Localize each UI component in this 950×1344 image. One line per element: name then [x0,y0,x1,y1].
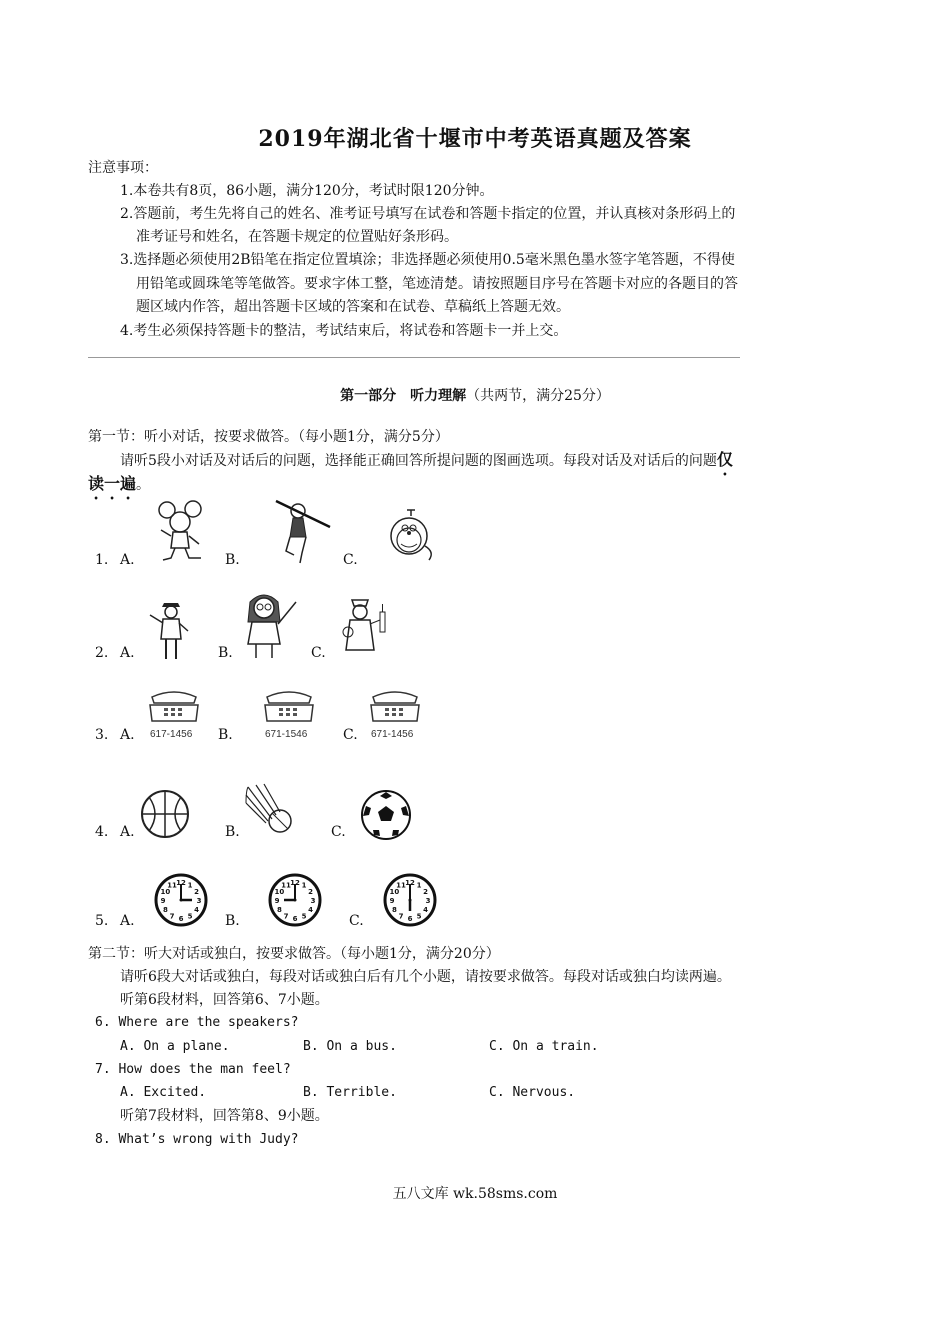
answer-option: B. Terrible. [303,1085,397,1100]
question-text: 6. Where are the speakers? [95,1015,299,1030]
section-one-instruction-cont [88,474,150,503]
option-label: A. [120,727,135,743]
basketball-icon [139,788,191,840]
clock-numeral: 6 [407,915,413,923]
clock-numeral: 11 [396,881,406,890]
clock-icon [267,872,323,928]
telephone-icon [261,689,317,725]
page-title: 2019年湖北省十堰市中考英语真题及答案 [258,126,692,152]
clock-numeral: 2 [194,888,200,896]
notes-item: 准考证号和姓名，在答题卡规定的位置贴好条形码。 [136,229,458,245]
clock-center [294,899,297,902]
clock-numeral: 10 [389,888,400,896]
clock-numeral: 2 [308,888,314,896]
clock-numeral: 12 [405,879,415,887]
clock-center [180,899,183,902]
clock-numeral: 4 [308,906,314,914]
divider [88,357,740,358]
option-label: A. [120,645,135,661]
option-label: C. [343,727,358,743]
clock-numeral: 2 [423,888,429,896]
option-label: A. [120,552,135,568]
option-label: B. [225,824,240,840]
section-two-heading: 第二节：听大对话或独白，按要求做答。（每小题1分，满分20分） [88,946,500,962]
instruction-emphasis: 读一遍 [88,474,137,493]
option-label: B. [225,552,240,568]
clock-numeral: 7 [169,912,175,921]
clock-numeral: 9 [160,897,166,905]
notes-item: 2.答题前，考生先将自己的姓名、准考证号填写在试卷和答题卡指定的位置，并认真核对条形码上的 [120,206,736,222]
clock-numeral: 4 [194,906,200,914]
clock-numeral: 1 [416,881,422,890]
part-one-title [0,385,950,405]
clock-numeral: 5 [301,912,307,921]
phone-number-label: 671-1456 [371,729,414,740]
clock-icon [382,872,438,928]
clock-numeral: 1 [187,881,193,890]
monkey-king-icon [272,497,334,567]
clock-numeral: 10 [160,888,171,896]
material-intro: 听第7段材料，回答第8、9小题。 [120,1108,329,1124]
answer-option: B. On a bus. [303,1039,397,1054]
clock-numeral: 9 [389,897,395,905]
clock-numeral: 12 [176,879,186,887]
notes-item: 用铅笔或圆珠笔等笔做答。要求字体工整，笔迹清楚。请按照题目序号在答题卡对应的各题目的答 [136,276,738,292]
instruction-emphasis: 仅 [716,450,733,469]
question-number: 5. [95,913,109,929]
material-intro: 听第6段材料，回答第6、7小题。 [120,992,329,1008]
part-one-title-rest: （共两节，满分25分） [466,388,610,404]
option-label: A. [120,913,135,929]
clock-numeral: 7 [398,912,404,921]
clock-numeral: 11 [167,881,177,890]
notes-item: 3.选择题必须使用2B铅笔在指定位置填涂；非选择题必须使用0.5毫米黑色墨水签字笔答题，不得使 [120,252,735,268]
clock-numeral: 9 [274,897,280,905]
option-label: B. [225,913,240,929]
clock-numeral: 6 [178,915,184,923]
nurse-icon [338,592,393,660]
question-text: 7. How does the man feel? [95,1062,291,1077]
option-label: B. [218,727,233,743]
question-number: 2. [95,645,109,661]
question-number: 3. [95,727,109,743]
clock-numeral: 1 [301,881,307,890]
clock-numeral: 8 [162,906,168,914]
option-label: B. [218,645,233,661]
clock-numeral: 5 [187,912,193,921]
option-label: C. [343,552,358,568]
option-label: C. [349,913,364,929]
clock-numeral: 11 [281,881,291,890]
clock-numeral: 6 [292,915,298,923]
question-text: 8. What’s wrong with Judy? [95,1132,299,1147]
mickey-mouse-icon [155,500,210,565]
phone-number-label: 617-1456 [150,729,193,740]
option-label: A. [120,824,135,840]
doraemon-icon [383,508,438,566]
part-one-title-bold: 第一部分 听力理解 [340,388,467,404]
police-officer-icon [148,597,193,662]
teacher-icon [238,588,300,660]
option-label: C. [331,824,346,840]
telephone-icon [146,689,202,725]
question-number: 1. [95,552,109,568]
notes-item: 4.考生必须保持答题卡的整洁，考试结束后，将试卷和答题卡一并上交。 [120,323,568,339]
answer-option: A. Excited. [120,1085,207,1100]
clock-center [409,899,412,902]
notes-item: 1.本卷共有8页，86小题，满分120分，考试时限120分钟。 [120,183,494,199]
clock-numeral: 12 [290,879,300,887]
answer-option: C. On a train. [489,1039,599,1054]
clock-numeral: 7 [283,912,289,921]
soccer-ball-icon [359,788,413,842]
clock-numeral: 3 [425,897,431,905]
footer-watermark: 五八文库 wk.58sms.com [392,1186,558,1202]
clock-numeral: 3 [196,897,202,905]
option-label: C. [311,645,326,661]
section-one-heading: 第一节：听小对话，按要求做答。（每小题1分，满分5分） [88,429,449,445]
answer-option: A. On a plane. [120,1039,230,1054]
shuttlecock-icon [242,781,298,837]
question-number: 4. [95,824,109,840]
clock-icon [153,872,209,928]
clock-numeral: 8 [276,906,282,914]
clock-numeral: 10 [274,888,285,896]
telephone-icon [367,689,423,725]
answer-option: C. Nervous. [489,1085,576,1100]
notes-heading: 注意事项： [88,160,158,176]
instruction-text: 。 [136,477,151,493]
phone-number-label: 671-1546 [265,729,308,740]
notes-item: 题区域内作答，超出答题卡区域的答案和在试卷、草稿纸上答题无效。 [136,299,570,315]
section-two-instruction: 请听6段大对话或独白，每段对话或独白后有几个小题，请按要求做答。每段对话或独白均读两遍。 [120,969,731,985]
instruction-text: 请听5段小对话及对话后的问题，选择能正确回答所提问题的图画选项。每段对话及对话后的问题 [120,453,717,469]
section-one-instruction [120,450,733,479]
clock-numeral: 5 [416,912,422,921]
clock-numeral: 4 [423,906,429,914]
clock-numeral: 3 [310,897,316,905]
clock-numeral: 8 [391,906,397,914]
